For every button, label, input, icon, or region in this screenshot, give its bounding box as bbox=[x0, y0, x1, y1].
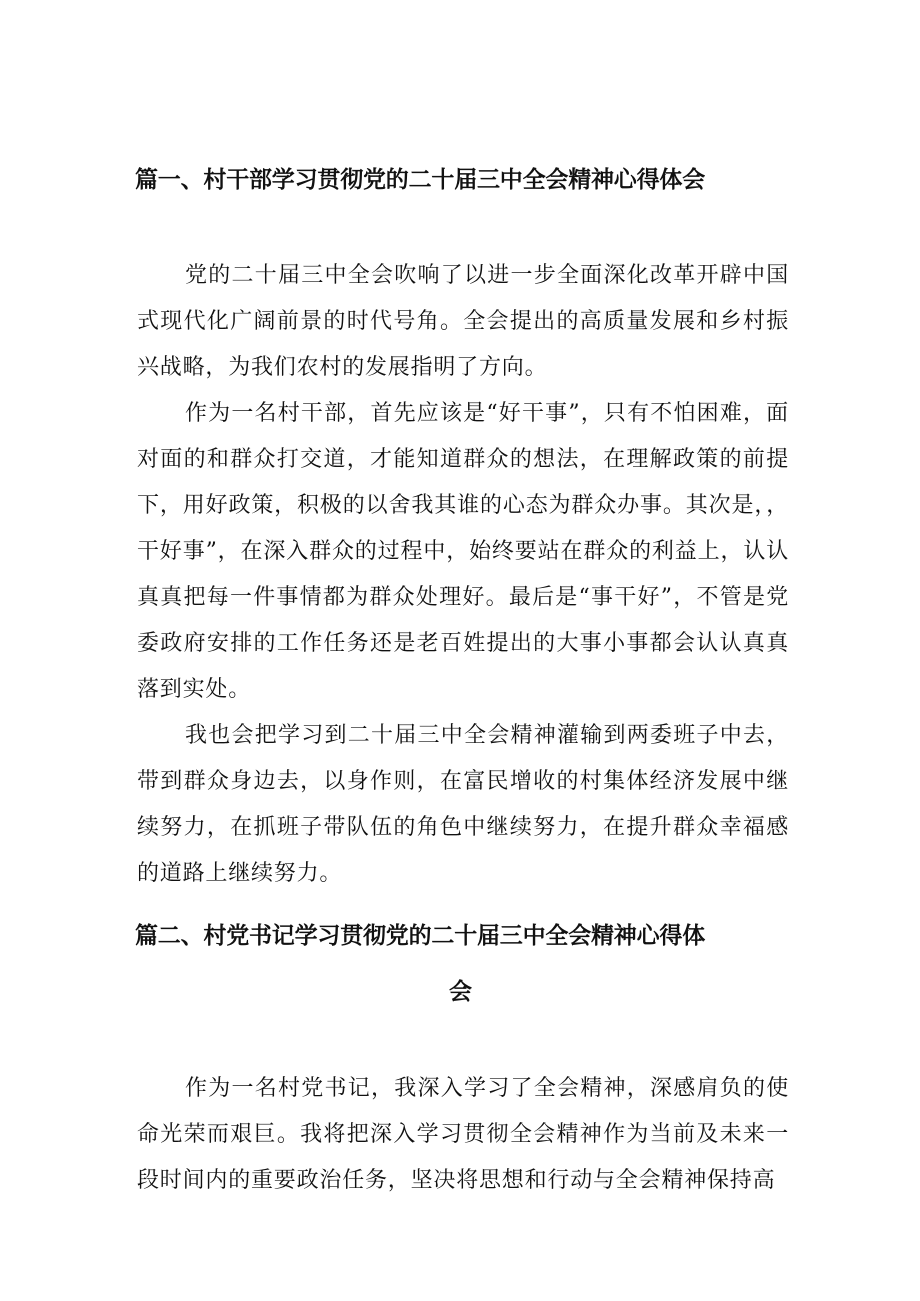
section-1-paragraph: 党的二十届三中全会吹响了以进一步全面深化改革开辟中国式现代化广阔前景的时代号角。全会提出的高质量发展和乡村振兴战略，为我们农村的发展指明了方向。 bbox=[137, 263, 789, 380]
section-2-title: 篇二、村党书记学习贯彻党的二十届三中全会精神心得体 bbox=[135, 923, 706, 949]
section-1-title: 篇一、村干部学习贯彻党的二十届三中全会精神心得体会 bbox=[135, 167, 706, 193]
section-1-paragraph: 我也会把学习到二十届三中全会精神灌输到两委班子中去，带到群众身边去，以身作则，在富民增收的村集体经济发展中继续努力，在抓班子带队伍的角色中继续努力，在提升群众幸福感的道路上继续努力。 bbox=[137, 723, 789, 886]
section-1-body bbox=[137, 253, 789, 897]
section-2-body bbox=[137, 1066, 789, 1204]
section-1-paragraph: 作为一名村干部，首先应该是“好干事”，只有不怕困难，面对面的和群众打交道，才能知道群众的想法，在理解政策的前提下，用好政策，积极的以舍我其谁的心态为群众办事。其次是，，干好事”，在深入群众的过程中，始终要站在群众的利益上，认认真真把每一件事情都为群众处理好。最后是“事干好”，不管是党委政府安排的工作任务还是老百姓提出的大事小事都会认认真真落到实处。 bbox=[137, 401, 789, 702]
section-2-paragraph: 作为一名村党书记，我深入学习了全会精神，深感肩负的使命光荣而艰巨。我将把深入学习贯彻全会精神作为当前及未来一段时间内的重要政治任务，坚决将思想和行动与全会精神保持高 bbox=[137, 1076, 789, 1193]
section-2-title-continuation: 会 bbox=[449, 979, 472, 1005]
